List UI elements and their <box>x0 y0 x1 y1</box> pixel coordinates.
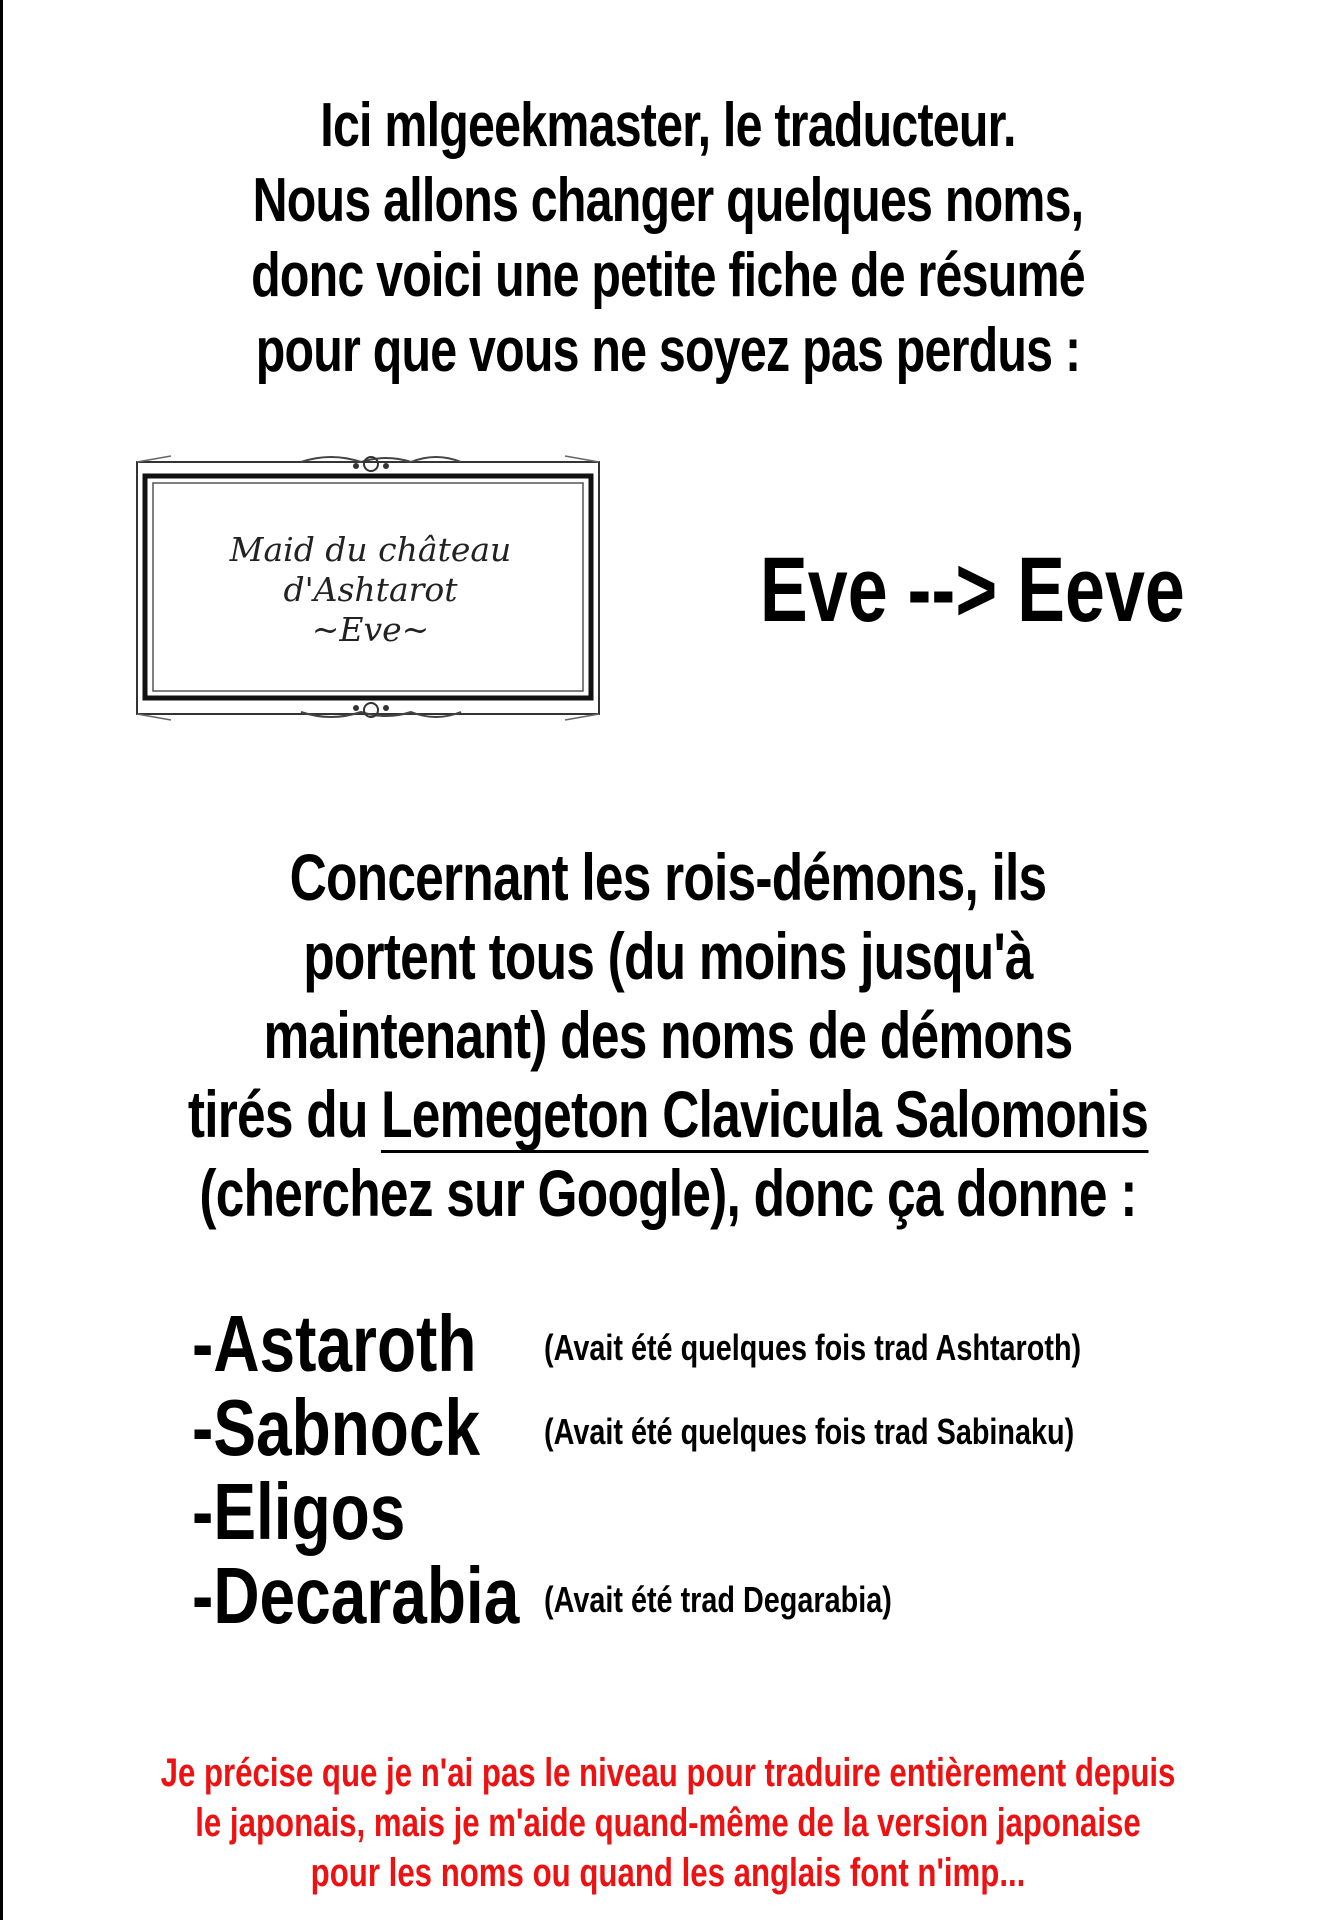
demons-line <box>147 1075 1189 1154</box>
intro-line: pour que vous ne soyez pas perdus : <box>255 316 1081 385</box>
demon-name: -Sabnock <box>192 1383 481 1472</box>
card-line: ~Eve~ <box>311 610 430 649</box>
demon-note: (Avait été quelques fois trad Ashtaroth) <box>544 1327 1082 1368</box>
intro-line: Ici mlgeekmaster, le traducteur. <box>320 91 1016 160</box>
card-line: Maid du château <box>229 530 512 569</box>
demons-line: portent tous (du moins jusqu'à <box>303 919 1033 993</box>
intro-paragraph <box>0 88 1336 388</box>
list-item <box>192 1467 1292 1556</box>
card-line: d'Ashtarot <box>283 570 458 609</box>
rename-text <box>700 539 1185 641</box>
list-item <box>192 1383 1292 1472</box>
demons-paragraph <box>0 838 1336 1233</box>
disclaimer-note <box>0 1748 1336 1898</box>
disclaimer-line: Je précise que je n'ai pas le niveau pour traduire entièrement depuis <box>160 1751 1176 1795</box>
demon-name: -Astaroth <box>192 1299 477 1388</box>
demons-line: (cherchez sur Google), donc ça donne : <box>199 1156 1137 1230</box>
demons-line: Concernant les rois-démons, ils <box>289 840 1047 914</box>
name-card-image <box>131 452 610 722</box>
demon-note: (Avait été trad Degarabia) <box>544 1579 892 1620</box>
disclaimer-line: le japonais, mais je m'aide quand-même de la version japonaise <box>195 1801 1141 1845</box>
book-title: Lemegeton Clavicula Salomonis <box>381 1077 1149 1151</box>
rename-label: Eve --> Eeve <box>759 539 1185 641</box>
list-item <box>192 1551 1292 1640</box>
intro-line: donc voici une petite fiche de résumé <box>251 241 1085 310</box>
intro-line: Nous allons changer quelques noms, <box>252 166 1084 235</box>
list-item <box>192 1299 1292 1388</box>
demon-name: -Decarabia <box>192 1551 520 1640</box>
demons-line: maintenant) des noms de démons <box>263 998 1073 1072</box>
demon-name: -Eligos <box>192 1467 406 1556</box>
disclaimer-line: pour les noms ou quand les anglais font n'imp... <box>310 1851 1026 1895</box>
demons-line-prefix: tirés du <box>187 1077 382 1151</box>
demon-note: (Avait été quelques fois trad Sabinaku) <box>544 1411 1075 1452</box>
